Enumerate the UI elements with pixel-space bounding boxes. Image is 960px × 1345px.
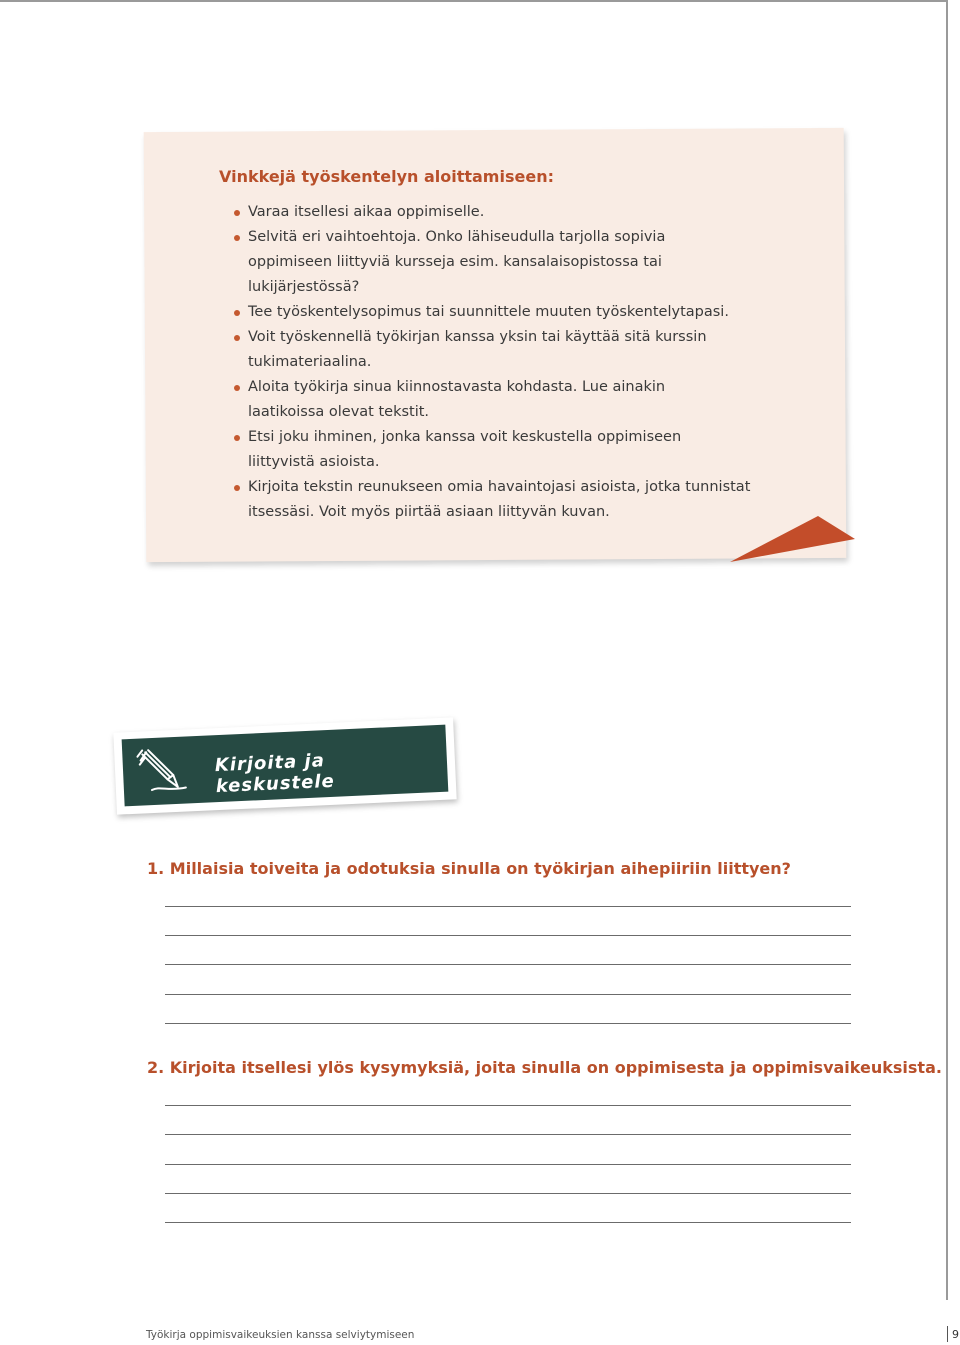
- answer-line[interactable]: [165, 1193, 851, 1194]
- answer-line[interactable]: [165, 994, 851, 995]
- answer-line[interactable]: [165, 1023, 851, 1024]
- page-frame-top: [0, 0, 948, 2]
- bullet-icon: [234, 435, 240, 441]
- answer-line[interactable]: [165, 1164, 851, 1165]
- question-2: 2. Kirjoita itsellesi ylös kysymyksiä, joita sinulla on oppimisesta ja oppimisvaikeuksista.: [147, 1058, 942, 1077]
- page-number: 9: [952, 1328, 959, 1341]
- tip-item: Voit työskennellä työkirjan kanssa yksin tai käyttää sitä kurssin tukimateriaalina.: [232, 325, 792, 375]
- footer-title: Työkirja oppimisvaikeuksien kanssa selviytymiseen: [146, 1329, 415, 1341]
- answer-line[interactable]: [165, 1222, 851, 1223]
- tip-item: Varaa itsellesi aikaa oppimiselle.: [232, 200, 792, 225]
- tip-item: Etsi joku ihminen, jonka kanssa voit keskustella oppimiseen liittyvistä asioista.: [232, 425, 792, 475]
- tip-item: Kirjoita tekstin reunukseen omia havaintojasi asioista, jotka tunnistat itsessäsi. Voit myös piirtää asiaan liittyvän kuvan.: [232, 475, 792, 525]
- section-banner-title: Kirjoita ja keskustele: [214, 750, 336, 798]
- section-banner: [113, 717, 456, 814]
- section-banner-inner: [122, 725, 449, 807]
- answer-line[interactable]: [165, 964, 851, 965]
- bullet-icon: [234, 235, 240, 241]
- tip-item: Selvitä eri vaihtoehtoja. Onko lähiseudulla tarjolla sopivia oppimiseen liittyviä kursseja esim. kansalaisopistossa tai lukijärjestössä?: [232, 225, 792, 300]
- answer-line[interactable]: [165, 1134, 851, 1135]
- tip-item: Aloita työkirja sinua kiinnostavasta kohdasta. Lue ainakin laatikoissa olevat tekstit.: [232, 375, 792, 425]
- footer-separator: [947, 1326, 948, 1342]
- tips-list: [232, 200, 792, 525]
- answer-line[interactable]: [165, 935, 851, 936]
- bullet-icon: [234, 485, 240, 491]
- tip-item: Tee työskentelysopimus tai suunnittele muuten työskentelytapasi.: [232, 300, 792, 325]
- bullet-icon: [234, 210, 240, 216]
- answer-line[interactable]: [165, 906, 851, 907]
- tips-title: Vinkkejä työskentelyn aloittamiseen:: [219, 167, 554, 186]
- bullet-icon: [234, 335, 240, 341]
- bullet-icon: [234, 385, 240, 391]
- answer-line[interactable]: [165, 1105, 851, 1106]
- bullet-icon: [234, 310, 240, 316]
- page-frame-right: [946, 0, 948, 1300]
- question-1: 1. Millaisia toiveita ja odotuksia sinulla on työkirjan aihepiiriin liittyen?: [147, 859, 791, 878]
- pencil-icon: [136, 744, 190, 796]
